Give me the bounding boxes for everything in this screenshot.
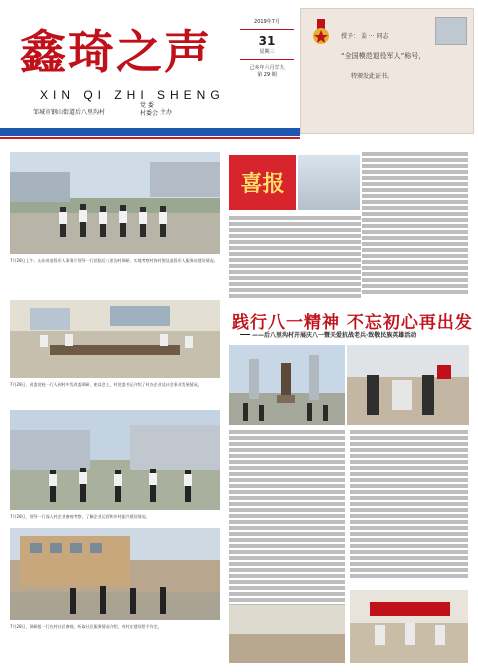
veteran-visit-photo	[347, 345, 469, 425]
community-building-illustration	[10, 528, 220, 620]
issue-lunar-date: 己亥年六月廿九	[249, 65, 285, 71]
statue-illustration	[229, 345, 345, 425]
article-text-mid-left	[229, 216, 361, 300]
certificate-line-1: 授予： 姜 ··· 同志	[341, 33, 389, 40]
meeting-illustration	[10, 300, 220, 378]
gift-illustration	[350, 590, 468, 663]
good-news-banner	[229, 155, 296, 210]
certificate-line-3: 特颁发此证书。	[351, 73, 394, 80]
news-photo-4	[10, 528, 220, 620]
issue-date: 2019年7月	[254, 19, 280, 25]
newspaper-pinyin-title: XIN QI ZHI SHENG	[40, 88, 225, 102]
issue-info	[240, 18, 294, 78]
issue-info-bar	[0, 128, 300, 136]
photo-caption-2: 7月28日，省委党校一行人到村中发改委调研，座谈会上，村党委书记介绍了村办企业及社会事业发展情况。	[10, 382, 202, 387]
news-photo-3	[10, 410, 220, 510]
certificate-line-2: “全国模范退役军人”称号，	[341, 52, 426, 60]
subhead-dash	[240, 334, 250, 335]
honor-certificate-image	[300, 8, 474, 134]
elderly-visit-photo	[229, 605, 345, 663]
factory-visit-illustration	[10, 410, 220, 510]
article-text-lower-left	[229, 430, 345, 610]
party-committee	[140, 102, 158, 118]
people-group-illustration	[10, 152, 220, 254]
masthead	[0, 0, 478, 128]
feature-subheadline: ——后八里沟村开展庆八一暨关爱抗战老兵·致敬民族英雄活动	[252, 332, 417, 339]
issue-day: 31	[258, 34, 276, 48]
sponsor-name: 邹城市钢山街道后八里沟村	[33, 109, 106, 116]
veterans-illustration	[347, 345, 469, 425]
header-divider	[0, 137, 300, 139]
article-text-lower-right	[350, 430, 468, 580]
medal-icon	[311, 19, 331, 45]
article-text-top-right	[362, 152, 468, 296]
feature-headline: 践行八一精神 不忘初心再出发	[232, 313, 473, 333]
newspaper-title: 鑫琦之声	[20, 25, 212, 79]
photo-caption-3: 7月28日，领导一行深入村企业参观考察，了解企业运营和乡村振兴建设情况。	[10, 514, 150, 519]
certificate-portrait	[435, 17, 467, 45]
photo-caption-1: 7月28日上午，山东省退役军人事务厅领导一行莅临后八里沟村调研，实地考察村容村貌及退役军人服务站建设情况。	[10, 258, 218, 263]
issue-number: 第 29 期	[257, 72, 277, 78]
party-line-1: 党 委	[140, 102, 154, 109]
good-news-label: 喜报	[240, 171, 285, 197]
gift-presentation-photo	[350, 590, 468, 663]
news-photo-1	[10, 152, 220, 254]
party-line-2: 村委会	[140, 110, 159, 117]
issue-weekday: 星期三	[259, 49, 275, 55]
photo-caption-4: 7月28日，调研组一行在村社区参观，听取社区服务情况介绍，对村庄建设给予肯定。	[10, 624, 162, 629]
statue-photo	[229, 345, 345, 425]
host-label: 主办	[160, 109, 173, 116]
news-photo-2	[10, 300, 220, 378]
award-ceremony-photo	[298, 155, 360, 210]
